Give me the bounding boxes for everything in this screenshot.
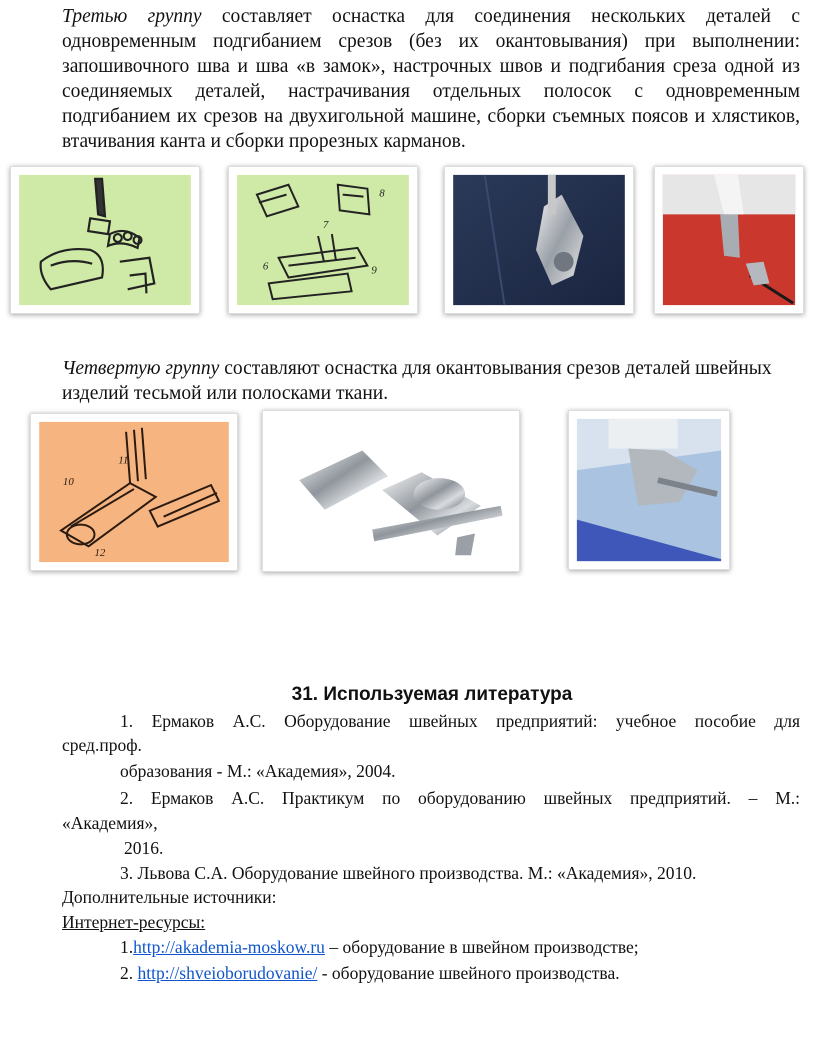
figure-label-9: 9 — [371, 264, 377, 277]
presser-foot-photo-denim — [444, 166, 634, 314]
references-heading: 31. Используемая литература — [291, 684, 573, 705]
figure-label-8: 8 — [379, 187, 385, 200]
group4-text: составляют оснастка для окантовывания срезов деталей швейных изделий тесьмой или полосками ткани. — [62, 358, 772, 404]
folder-diagram-image-1 — [10, 166, 200, 314]
reference-item-1-cont2: образования - М.: «Академия», 2004. — [120, 761, 396, 781]
folder-diagram-image-2 — [228, 166, 418, 314]
internet-link-1-row — [120, 936, 639, 958]
reference-item-1-cont: сред.проф. — [62, 735, 142, 755]
reference-item-2-cont2: 2016. — [124, 838, 164, 858]
presser-foot-photo-red-fabric — [654, 166, 804, 314]
link-akademia-moskow[interactable]: http://akademia-moskow.ru — [133, 937, 325, 957]
group3-lead: Третью группу — [62, 6, 202, 27]
group3-paragraph — [62, 4, 800, 154]
figure-label-12: 12 — [94, 547, 106, 560]
group4-paragraph — [62, 356, 800, 406]
link-2-number: 2. — [120, 963, 138, 983]
figure-label-11: 11 — [118, 454, 129, 467]
reference-item-2: 2. Ермаков А.С. Практикум по оборудованию швейных предприятий. – М.: — [120, 788, 800, 808]
link-1-description: – оборудование в швейном производстве; — [324, 937, 639, 957]
link-1-number: 1. — [120, 937, 134, 957]
link-2-description: - оборудование швейного производства. — [317, 963, 620, 983]
binder-attachment-photo — [262, 410, 520, 572]
reference-item-1: 1. Ермаков А.С. Оборудование швейных предприятий: учебное пособие для — [120, 711, 800, 731]
binder-in-use-photo — [568, 410, 730, 570]
additional-sources-label: Дополнительные источники: — [62, 887, 277, 907]
link-shveioborudovanie[interactable]: http://shveioborudovanie/ — [137, 963, 318, 983]
reference-item-2-cont: «Академия», — [62, 813, 158, 833]
figure-label-7: 7 — [323, 219, 329, 232]
figure-label-10: 10 — [62, 476, 74, 489]
binder-diagram-image — [30, 413, 238, 571]
group3-text: составляет оснастка для соединения нескольких деталей с одновременным подгибанием срезов (без их окантовывания) при выполнении: запошивочного шва и шва «в замок», настрочных швов и подгибания среза одной из соединяемых деталей, настрачивания отдельных полосок с одновременным подгибанием их срезов на двухигольной машине, сборки съемных поясов и хлястиков, втачивания канта и сборки прорезных карманов. — [62, 6, 800, 152]
group4-lead: Четвертую группу — [62, 358, 220, 379]
figure-label-6: 6 — [262, 260, 269, 273]
internet-resources-label: Интернет-ресурсы: — [62, 912, 206, 932]
internet-link-2-row — [120, 962, 620, 984]
reference-item-3: 3. Львова С.А. Оборудование швейного производства. М.: «Академия», 2010. — [120, 863, 697, 883]
